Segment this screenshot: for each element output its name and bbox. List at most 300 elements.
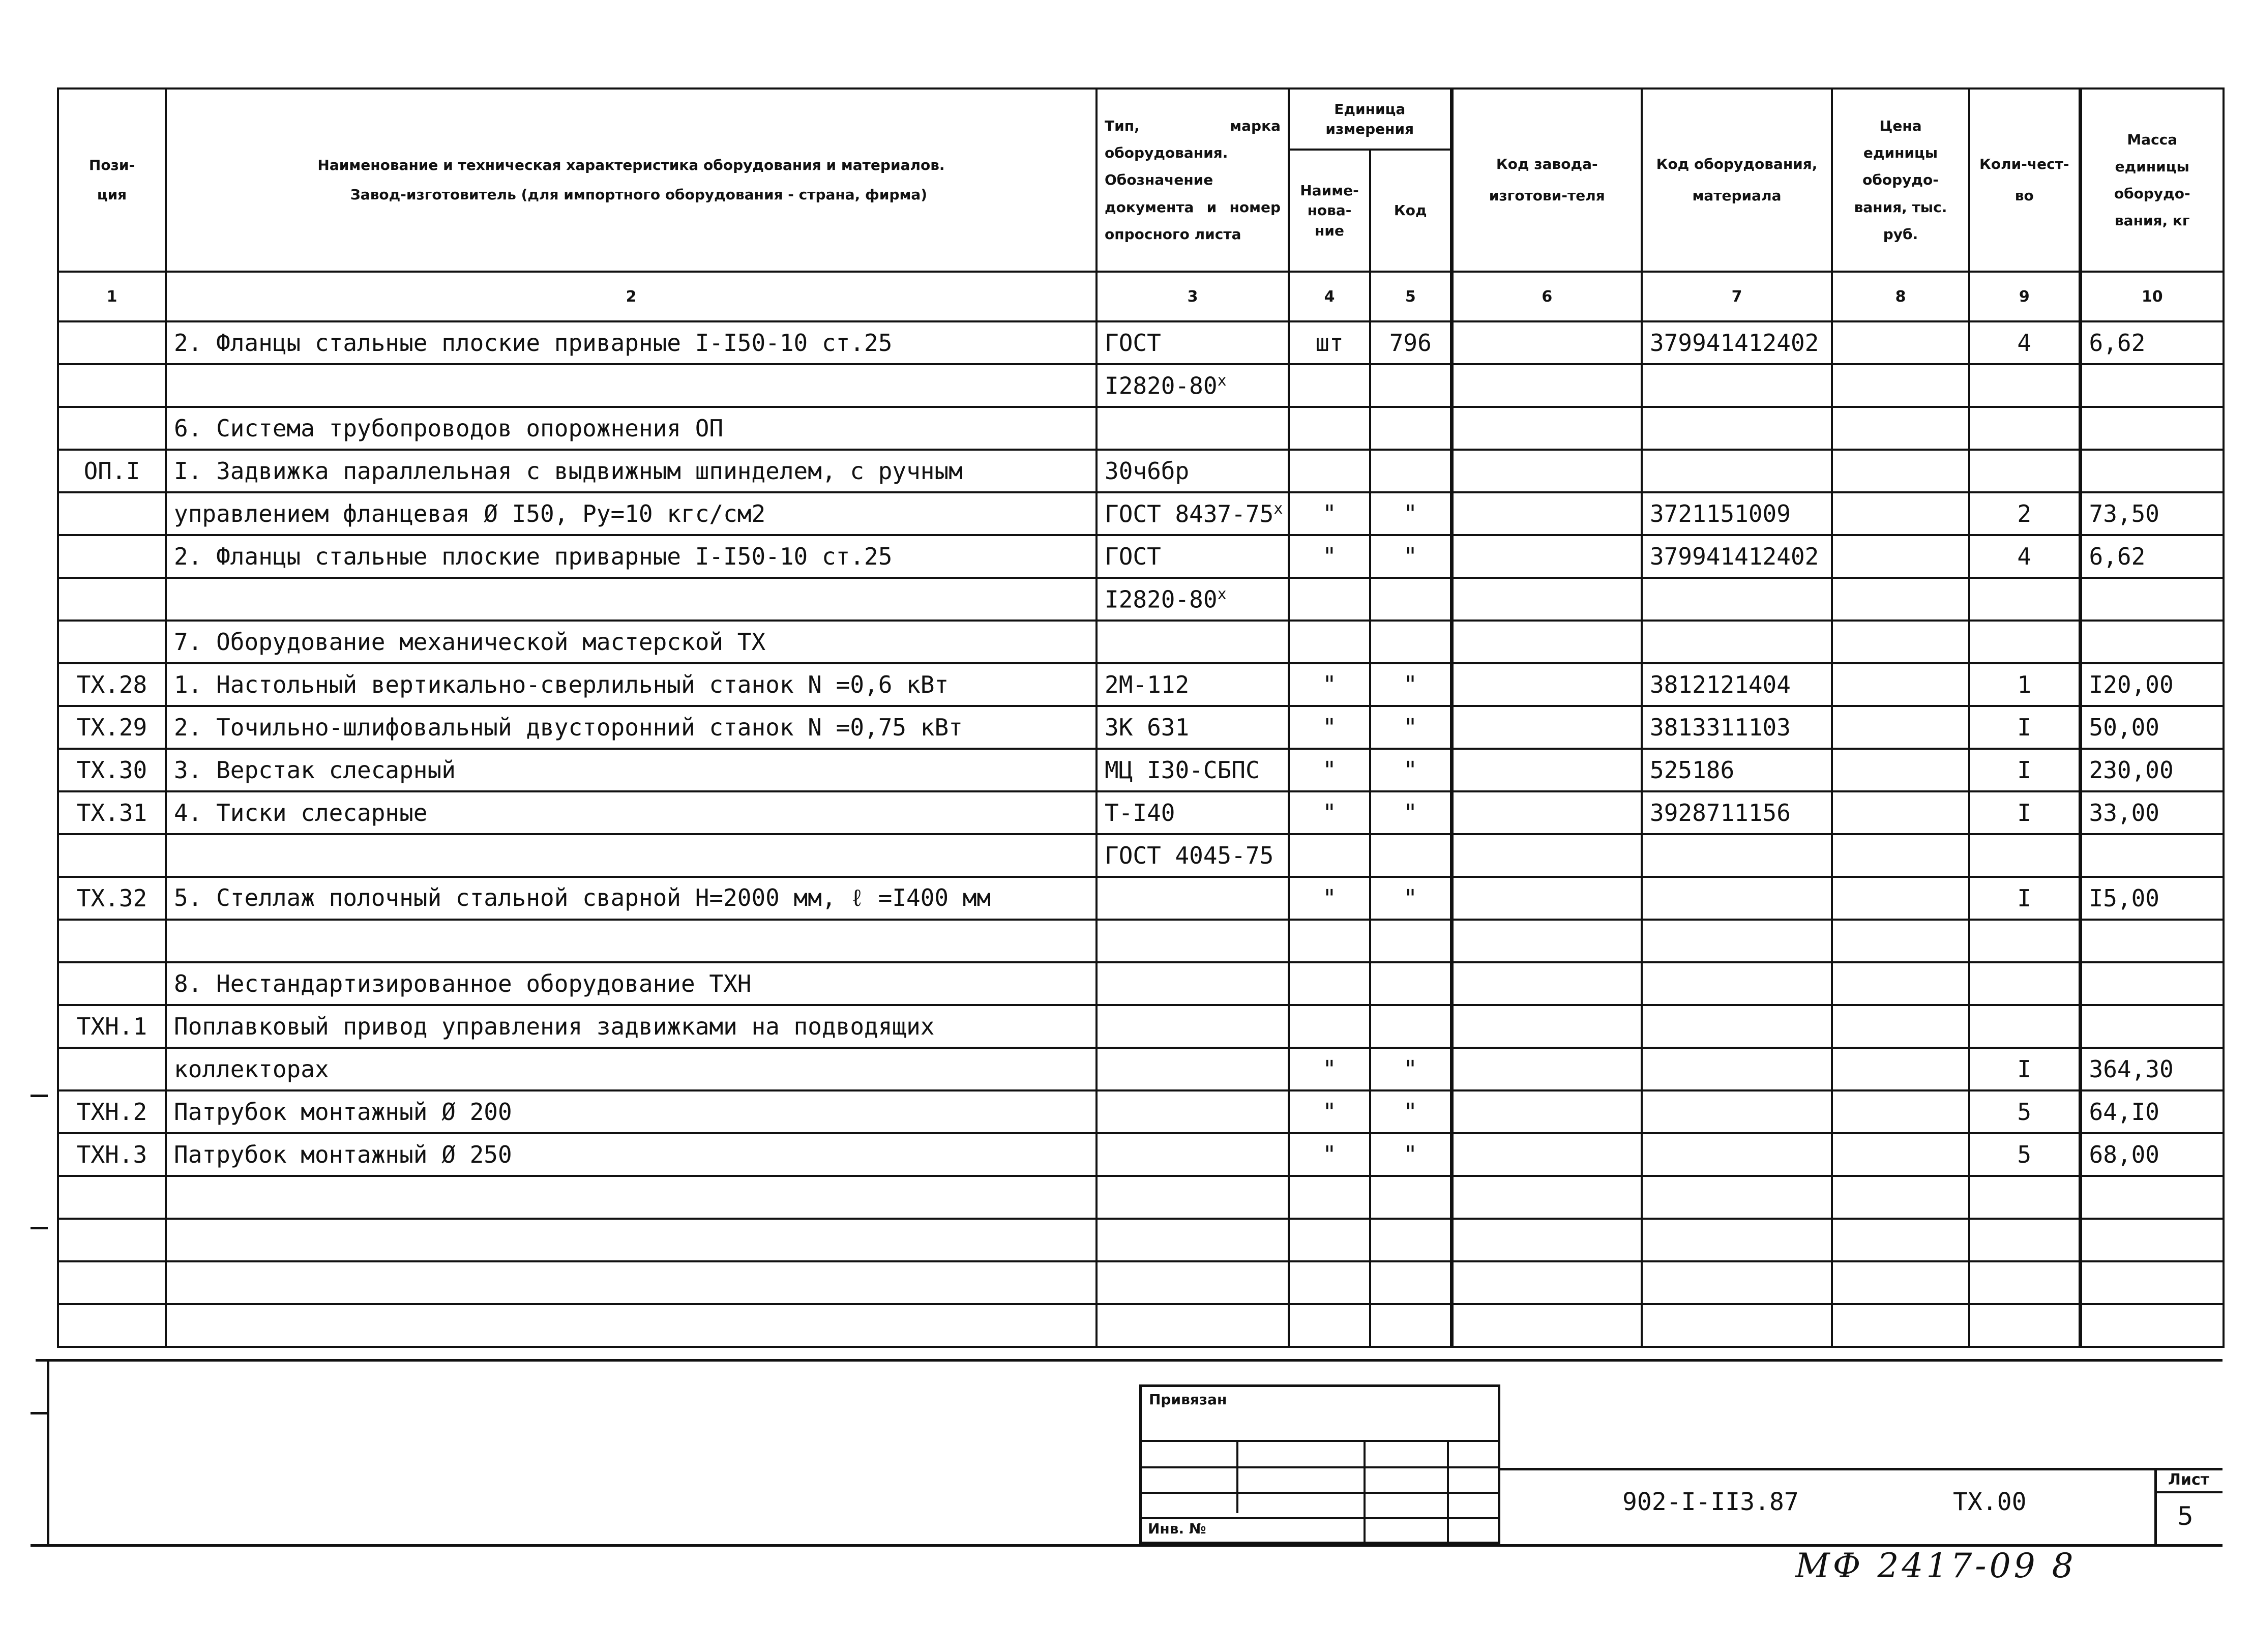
cell-plant-code bbox=[1451, 791, 1642, 834]
cell-position bbox=[58, 791, 166, 834]
sheet-number: 5 bbox=[2177, 1501, 2194, 1531]
cell-type-text: 2М-112 bbox=[1105, 671, 1190, 698]
cell-quantity-text: 5 bbox=[2017, 1141, 2032, 1168]
margin-tick bbox=[31, 1095, 48, 1097]
cell-name bbox=[166, 1005, 1097, 1048]
cell-price bbox=[1832, 364, 1969, 407]
cell-type-text: ГОСТ 4045-75 bbox=[1105, 842, 1274, 869]
cell-mass bbox=[2080, 1090, 2224, 1133]
cell-position bbox=[58, 1219, 166, 1261]
cell-equipment-code bbox=[1642, 1133, 1832, 1176]
cell-plant-code bbox=[1451, 1219, 1642, 1261]
cell-type bbox=[1097, 492, 1289, 535]
cell-quantity-text: I bbox=[2017, 756, 2032, 784]
cell-price bbox=[1832, 578, 1969, 621]
cell-equipment-code bbox=[1642, 621, 1832, 663]
cell-unit-name bbox=[1289, 450, 1370, 492]
cell-name-text: 1. Настольный вертикально-сверлильный станок N =0,6 кВт bbox=[174, 671, 949, 698]
cell-name-text: 2. Точильно-шлифовальный двусторонний станок N =0,75 кВт bbox=[174, 714, 963, 741]
cell-plant-code bbox=[1451, 407, 1642, 450]
cell-unit-name bbox=[1289, 1176, 1370, 1219]
cell-type bbox=[1097, 621, 1289, 663]
cell-name bbox=[166, 621, 1097, 663]
cell-mass bbox=[2080, 1219, 2224, 1261]
cell-equipment-code bbox=[1642, 706, 1832, 749]
cell-position-text: ТХН.2 bbox=[76, 1098, 147, 1126]
cell-unit-name bbox=[1289, 877, 1370, 920]
cell-equipment-code-text: 3813311103 bbox=[1650, 714, 1791, 741]
cell-quantity bbox=[1969, 1133, 2080, 1176]
cell-quantity-text: 4 bbox=[2017, 543, 2032, 570]
header-name bbox=[166, 88, 1097, 272]
cell-position bbox=[58, 407, 166, 450]
cell-unit-name bbox=[1289, 1133, 1370, 1176]
cell-equipment-code bbox=[1642, 492, 1832, 535]
cell-equipment-code bbox=[1642, 1261, 1832, 1304]
table-row bbox=[58, 834, 2224, 877]
cell-name bbox=[166, 1090, 1097, 1133]
cell-price bbox=[1832, 1133, 1969, 1176]
cell-quantity bbox=[1969, 1090, 2080, 1133]
cell-mass bbox=[2080, 364, 2224, 407]
table-row bbox=[58, 1005, 2224, 1048]
cell-position bbox=[58, 1261, 166, 1304]
cell-unit-code bbox=[1370, 1304, 1451, 1347]
cell-quantity bbox=[1969, 920, 2080, 962]
column-number: 3 bbox=[1097, 272, 1289, 321]
cell-position bbox=[58, 492, 166, 535]
cell-name-text: 6. Система трубопроводов опорожнения ОП bbox=[174, 415, 724, 442]
cell-unit-code bbox=[1370, 1219, 1451, 1261]
cell-unit-code bbox=[1370, 1005, 1451, 1048]
cell-price bbox=[1832, 321, 1969, 364]
cell-quantity bbox=[1969, 749, 2080, 791]
cell-name bbox=[166, 962, 1097, 1005]
cell-unit-code bbox=[1370, 492, 1451, 535]
cell-plant-code bbox=[1451, 535, 1642, 578]
cell-quantity bbox=[1969, 663, 2080, 706]
cell-type-text: ГОСТ bbox=[1105, 543, 1161, 570]
cell-equipment-code bbox=[1642, 749, 1832, 791]
cell-type bbox=[1097, 1133, 1289, 1176]
cell-position bbox=[58, 663, 166, 706]
table-row bbox=[58, 364, 2224, 407]
cell-unit-name-text: шт bbox=[1315, 329, 1344, 357]
cell-name-text: Патрубок монтажный Ø 250 bbox=[174, 1141, 512, 1168]
cell-mass bbox=[2080, 407, 2224, 450]
cell-plant-code bbox=[1451, 578, 1642, 621]
handwritten-note: МФ 2417-09 8 bbox=[1795, 1546, 2077, 1585]
column-number: 7 bbox=[1642, 272, 1832, 321]
cell-equipment-code bbox=[1642, 834, 1832, 877]
cell-quantity-text: 4 bbox=[2017, 329, 2032, 357]
cell-position bbox=[58, 920, 166, 962]
column-number: 2 bbox=[166, 272, 1097, 321]
cell-mass bbox=[2080, 791, 2224, 834]
cell-plant-code bbox=[1451, 663, 1642, 706]
column-number: 4 bbox=[1289, 272, 1370, 321]
cell-unit-code bbox=[1370, 1048, 1451, 1090]
cell-unit-name bbox=[1289, 1304, 1370, 1347]
table-row bbox=[58, 407, 2224, 450]
cell-type bbox=[1097, 877, 1289, 920]
cell-price bbox=[1832, 535, 1969, 578]
cell-name bbox=[166, 1304, 1097, 1347]
cell-plant-code bbox=[1451, 1090, 1642, 1133]
cell-mass-text: 230,00 bbox=[2089, 756, 2174, 784]
cell-quantity bbox=[1969, 1048, 2080, 1090]
cell-name-text: коллекторах bbox=[174, 1055, 329, 1083]
cell-position-text: ТХ.30 bbox=[76, 756, 147, 784]
stamp-line bbox=[1142, 1466, 1498, 1468]
cell-quantity bbox=[1969, 1005, 2080, 1048]
cell-price bbox=[1832, 1261, 1969, 1304]
cell-unit-name bbox=[1289, 962, 1370, 1005]
cell-unit-code bbox=[1370, 663, 1451, 706]
cell-position-text: ТХ.31 bbox=[76, 799, 147, 827]
cell-type-text: 30ч6бр bbox=[1105, 457, 1190, 485]
cell-position bbox=[58, 877, 166, 920]
cell-unit-code-text: " bbox=[1403, 1055, 1418, 1083]
cell-quantity bbox=[1969, 1219, 2080, 1261]
header-mass: Масса единицы оборудо-вания, кг bbox=[2080, 88, 2224, 272]
cell-unit-code bbox=[1370, 1090, 1451, 1133]
cell-quantity-text: 1 bbox=[2017, 671, 2032, 698]
cell-mass bbox=[2080, 621, 2224, 663]
cell-plant-code bbox=[1451, 1048, 1642, 1090]
cell-mass bbox=[2080, 663, 2224, 706]
document-code: 902-I-II3.87 bbox=[1622, 1488, 1799, 1516]
cell-equipment-code-text: 379941412402 bbox=[1650, 329, 1819, 357]
cell-quantity bbox=[1969, 1176, 2080, 1219]
cell-mass bbox=[2080, 578, 2224, 621]
cell-quantity bbox=[1969, 492, 2080, 535]
cell-equipment-code bbox=[1642, 1304, 1832, 1347]
cell-equipment-code bbox=[1642, 1048, 1832, 1090]
cell-quantity-text: I bbox=[2017, 799, 2032, 827]
cell-unit-code bbox=[1370, 791, 1451, 834]
cell-type bbox=[1097, 321, 1289, 364]
header-unit-code: Код bbox=[1370, 150, 1451, 272]
cell-plant-code bbox=[1451, 1261, 1642, 1304]
cell-quantity bbox=[1969, 877, 2080, 920]
cell-mass bbox=[2080, 1176, 2224, 1219]
cell-position bbox=[58, 364, 166, 407]
table-row bbox=[58, 1219, 2224, 1261]
cell-price bbox=[1832, 791, 1969, 834]
column-number: 5 bbox=[1370, 272, 1451, 321]
cell-type-superscript: х bbox=[1273, 499, 1283, 518]
cell-unit-code-text: " bbox=[1403, 500, 1418, 527]
cell-equipment-code-text: 3928711156 bbox=[1650, 799, 1791, 827]
cell-price bbox=[1832, 1304, 1969, 1347]
cell-unit-code bbox=[1370, 706, 1451, 749]
cell-unit-code bbox=[1370, 364, 1451, 407]
cell-mass bbox=[2080, 749, 2224, 791]
cell-unit-code bbox=[1370, 578, 1451, 621]
cell-mass bbox=[2080, 1048, 2224, 1090]
column-number: 9 bbox=[1969, 272, 2080, 321]
cell-unit-name bbox=[1289, 407, 1370, 450]
cell-price bbox=[1832, 962, 1969, 1005]
header-quantity: Коли-чест-во bbox=[1969, 88, 2080, 272]
cell-position bbox=[58, 749, 166, 791]
cell-type-text: I2820-80 bbox=[1105, 372, 1218, 400]
cell-name-text: Патрубок монтажный Ø 200 bbox=[174, 1098, 512, 1126]
cell-plant-code bbox=[1451, 1133, 1642, 1176]
table-row bbox=[58, 535, 2224, 578]
cell-unit-name bbox=[1289, 321, 1370, 364]
cell-type bbox=[1097, 364, 1289, 407]
cell-unit-name-text: " bbox=[1322, 1055, 1337, 1083]
cell-quantity bbox=[1969, 321, 2080, 364]
cell-unit-code bbox=[1370, 1261, 1451, 1304]
cell-price bbox=[1832, 877, 1969, 920]
margin-tick bbox=[31, 1227, 48, 1229]
cell-price bbox=[1832, 492, 1969, 535]
cell-plant-code bbox=[1451, 1176, 1642, 1219]
table-row bbox=[58, 1090, 2224, 1133]
stamp-line bbox=[1364, 1440, 1366, 1542]
cell-unit-code bbox=[1370, 877, 1451, 920]
header-equipment-code: Код оборудования, материала bbox=[1642, 88, 1832, 272]
cell-plant-code bbox=[1451, 492, 1642, 535]
table-row bbox=[58, 706, 2224, 749]
cell-equipment-code bbox=[1642, 791, 1832, 834]
cell-unit-name-text: " bbox=[1322, 1098, 1337, 1126]
cell-equipment-code bbox=[1642, 407, 1832, 450]
cell-price bbox=[1832, 1048, 1969, 1090]
cell-unit-name bbox=[1289, 535, 1370, 578]
cell-quantity-text: I bbox=[2017, 1055, 2032, 1083]
cell-plant-code bbox=[1451, 621, 1642, 663]
cell-unit-name-text: " bbox=[1322, 799, 1337, 827]
sheet-box-divider bbox=[2157, 1491, 2223, 1493]
cell-position bbox=[58, 621, 166, 663]
sheet-label: Лист bbox=[2168, 1471, 2210, 1489]
cell-quantity-text: I bbox=[2017, 884, 2032, 912]
cell-unit-name bbox=[1289, 621, 1370, 663]
footer-left-border bbox=[47, 1359, 49, 1544]
stamp-line bbox=[1236, 1440, 1238, 1513]
cell-type-text: ГОСТ 8437-75 bbox=[1105, 500, 1274, 528]
cell-price bbox=[1832, 407, 1969, 450]
cell-position bbox=[58, 1304, 166, 1347]
cell-price bbox=[1832, 706, 1969, 749]
stamp-line bbox=[1447, 1440, 1449, 1542]
cell-mass bbox=[2080, 1133, 2224, 1176]
stamp-line bbox=[1142, 1440, 1498, 1442]
cell-type bbox=[1097, 407, 1289, 450]
cell-mass-text: 6,62 bbox=[2089, 543, 2146, 570]
cell-plant-code bbox=[1451, 450, 1642, 492]
cell-plant-code bbox=[1451, 364, 1642, 407]
cell-price bbox=[1832, 1090, 1969, 1133]
cell-mass bbox=[2080, 706, 2224, 749]
header-plant-code: Код завода-изготови-теля bbox=[1451, 88, 1642, 272]
cell-quantity bbox=[1969, 450, 2080, 492]
cell-equipment-code bbox=[1642, 1090, 1832, 1133]
cell-type bbox=[1097, 706, 1289, 749]
cell-unit-name bbox=[1289, 364, 1370, 407]
cell-unit-code-text: " bbox=[1403, 799, 1418, 827]
cell-mass-text: 68,00 bbox=[2089, 1141, 2159, 1168]
cell-position-text: ТХ.32 bbox=[76, 884, 147, 912]
cell-name-text: 7. Оборудование механической мастерской ТХ bbox=[174, 628, 766, 656]
cell-mass bbox=[2080, 962, 2224, 1005]
footer-divider bbox=[36, 1359, 2223, 1362]
cell-mass-text: 33,00 bbox=[2089, 799, 2159, 827]
table-row bbox=[58, 877, 2224, 920]
cell-position bbox=[58, 1048, 166, 1090]
cell-name bbox=[166, 834, 1097, 877]
cell-unit-code-text: " bbox=[1403, 543, 1418, 570]
cell-type-superscript: х bbox=[1217, 371, 1227, 390]
document-section: ТХ.00 bbox=[1953, 1488, 2027, 1516]
cell-name-text: 8. Нестандартизированное оборудование ТХН bbox=[174, 970, 752, 997]
cell-unit-name-text: " bbox=[1322, 543, 1337, 570]
column-numbers-row bbox=[58, 272, 2224, 321]
table-row bbox=[58, 962, 2224, 1005]
cell-position bbox=[58, 834, 166, 877]
table-row bbox=[58, 1133, 2224, 1176]
cell-unit-code-text: 796 bbox=[1389, 329, 1432, 357]
column-number: 10 bbox=[2080, 272, 2224, 321]
cell-position bbox=[58, 1133, 166, 1176]
column-number: 1 bbox=[58, 272, 166, 321]
cell-name-text: 2. Фланцы стальные плоские приварные I-I50-10 ст.25 bbox=[174, 543, 893, 570]
cell-name bbox=[166, 1219, 1097, 1261]
cell-position-text: ТХН.1 bbox=[76, 1013, 147, 1040]
cell-mass-text: 6,62 bbox=[2089, 329, 2146, 357]
cell-unit-name bbox=[1289, 663, 1370, 706]
cell-name bbox=[166, 1176, 1097, 1219]
cell-type bbox=[1097, 1261, 1289, 1304]
cell-unit-name bbox=[1289, 1090, 1370, 1133]
cell-name bbox=[166, 1133, 1097, 1176]
stamp-line bbox=[1142, 1492, 1498, 1494]
cell-position-text: ТХН.3 bbox=[76, 1141, 147, 1168]
cell-type bbox=[1097, 535, 1289, 578]
cell-equipment-code bbox=[1642, 920, 1832, 962]
cell-type bbox=[1097, 1304, 1289, 1347]
cell-name bbox=[166, 450, 1097, 492]
cell-unit-code-text: " bbox=[1403, 671, 1418, 698]
cell-type bbox=[1097, 663, 1289, 706]
stamp-bound-label: Привязан bbox=[1149, 1391, 1227, 1408]
table-row bbox=[58, 791, 2224, 834]
cell-mass-text: 73,50 bbox=[2089, 500, 2159, 527]
cell-type-text: ЗК 631 bbox=[1105, 714, 1190, 741]
table-row bbox=[58, 920, 2224, 962]
cell-mass-text: 364,30 bbox=[2089, 1055, 2174, 1083]
cell-name-text: управлением фланцевая Ø I50, Ру=10 кгс/см2 bbox=[174, 500, 766, 527]
table-row bbox=[58, 321, 2224, 364]
cell-unit-code bbox=[1370, 407, 1451, 450]
cell-quantity bbox=[1969, 621, 2080, 663]
cell-quantity bbox=[1969, 962, 2080, 1005]
cell-type bbox=[1097, 450, 1289, 492]
cell-position-text: ОП.I bbox=[83, 457, 140, 485]
cell-name bbox=[166, 492, 1097, 535]
cell-price bbox=[1832, 749, 1969, 791]
cell-quantity bbox=[1969, 578, 2080, 621]
cell-unit-name bbox=[1289, 1005, 1370, 1048]
cell-equipment-code bbox=[1642, 877, 1832, 920]
cell-unit-name-text: " bbox=[1322, 671, 1337, 698]
cell-mass bbox=[2080, 535, 2224, 578]
cell-mass-text: 64,I0 bbox=[2089, 1098, 2159, 1126]
cell-unit-name bbox=[1289, 492, 1370, 535]
cell-type bbox=[1097, 1090, 1289, 1133]
cell-name-text: Поплавковый привод управления задвижками на подводящих bbox=[174, 1013, 935, 1040]
cell-equipment-code bbox=[1642, 1005, 1832, 1048]
title-block-line bbox=[1500, 1468, 2223, 1470]
cell-type bbox=[1097, 791, 1289, 834]
cell-equipment-code bbox=[1642, 1219, 1832, 1261]
table-body bbox=[58, 272, 2224, 1347]
cell-plant-code bbox=[1451, 749, 1642, 791]
cell-name bbox=[166, 535, 1097, 578]
cell-mass bbox=[2080, 492, 2224, 535]
cell-name bbox=[166, 663, 1097, 706]
stamp-inventory-label: Инв. № bbox=[1148, 1520, 1206, 1537]
cell-quantity-text: I bbox=[2017, 714, 2032, 741]
cell-name bbox=[166, 1048, 1097, 1090]
cell-unit-code-text: " bbox=[1403, 1141, 1418, 1168]
cell-unit-name-text: " bbox=[1322, 884, 1337, 912]
cell-quantity bbox=[1969, 535, 2080, 578]
cell-position bbox=[58, 535, 166, 578]
table-row bbox=[58, 450, 2224, 492]
cell-quantity bbox=[1969, 834, 2080, 877]
stamp-line bbox=[1142, 1517, 1498, 1519]
table-row bbox=[58, 1261, 2224, 1304]
cell-unit-code bbox=[1370, 450, 1451, 492]
cell-unit-code-text: " bbox=[1403, 884, 1418, 912]
cell-type-text: Т-I40 bbox=[1105, 799, 1175, 827]
cell-equipment-code-text: 3812121404 bbox=[1650, 671, 1791, 698]
cell-unit-code bbox=[1370, 621, 1451, 663]
cell-equipment-code bbox=[1642, 321, 1832, 364]
cell-mass bbox=[2080, 450, 2224, 492]
cell-name-text: 4. Тиски слесарные bbox=[174, 799, 428, 827]
cell-unit-name bbox=[1289, 920, 1370, 962]
cell-equipment-code-text: 525186 bbox=[1650, 756, 1735, 784]
header-type: Тип, марка оборудования. Обозначение документа и номер опросного листа bbox=[1097, 88, 1289, 272]
cell-type bbox=[1097, 578, 1289, 621]
cell-price bbox=[1832, 621, 1969, 663]
cell-equipment-code bbox=[1642, 962, 1832, 1005]
cell-name-text: 3. Верстак слесарный bbox=[174, 756, 456, 784]
cell-name bbox=[166, 920, 1097, 962]
cell-price bbox=[1832, 1219, 1969, 1261]
cell-name bbox=[166, 1261, 1097, 1304]
cell-unit-name-text: " bbox=[1322, 500, 1337, 527]
cell-unit-code bbox=[1370, 834, 1451, 877]
cell-unit-name bbox=[1289, 749, 1370, 791]
cell-name bbox=[166, 749, 1097, 791]
cell-equipment-code bbox=[1642, 535, 1832, 578]
column-number: 6 bbox=[1451, 272, 1642, 321]
cell-plant-code bbox=[1451, 920, 1642, 962]
cell-position bbox=[58, 450, 166, 492]
header-unit: Единица измерения bbox=[1289, 88, 1451, 150]
header-position: Пози- ция bbox=[58, 88, 166, 272]
cell-name-text: I. Задвижка параллельная с выдвижным шпинделем, с ручным bbox=[174, 457, 963, 485]
cell-equipment-code-text: 379941412402 bbox=[1650, 543, 1819, 570]
cell-unit-name-text: " bbox=[1322, 756, 1337, 784]
